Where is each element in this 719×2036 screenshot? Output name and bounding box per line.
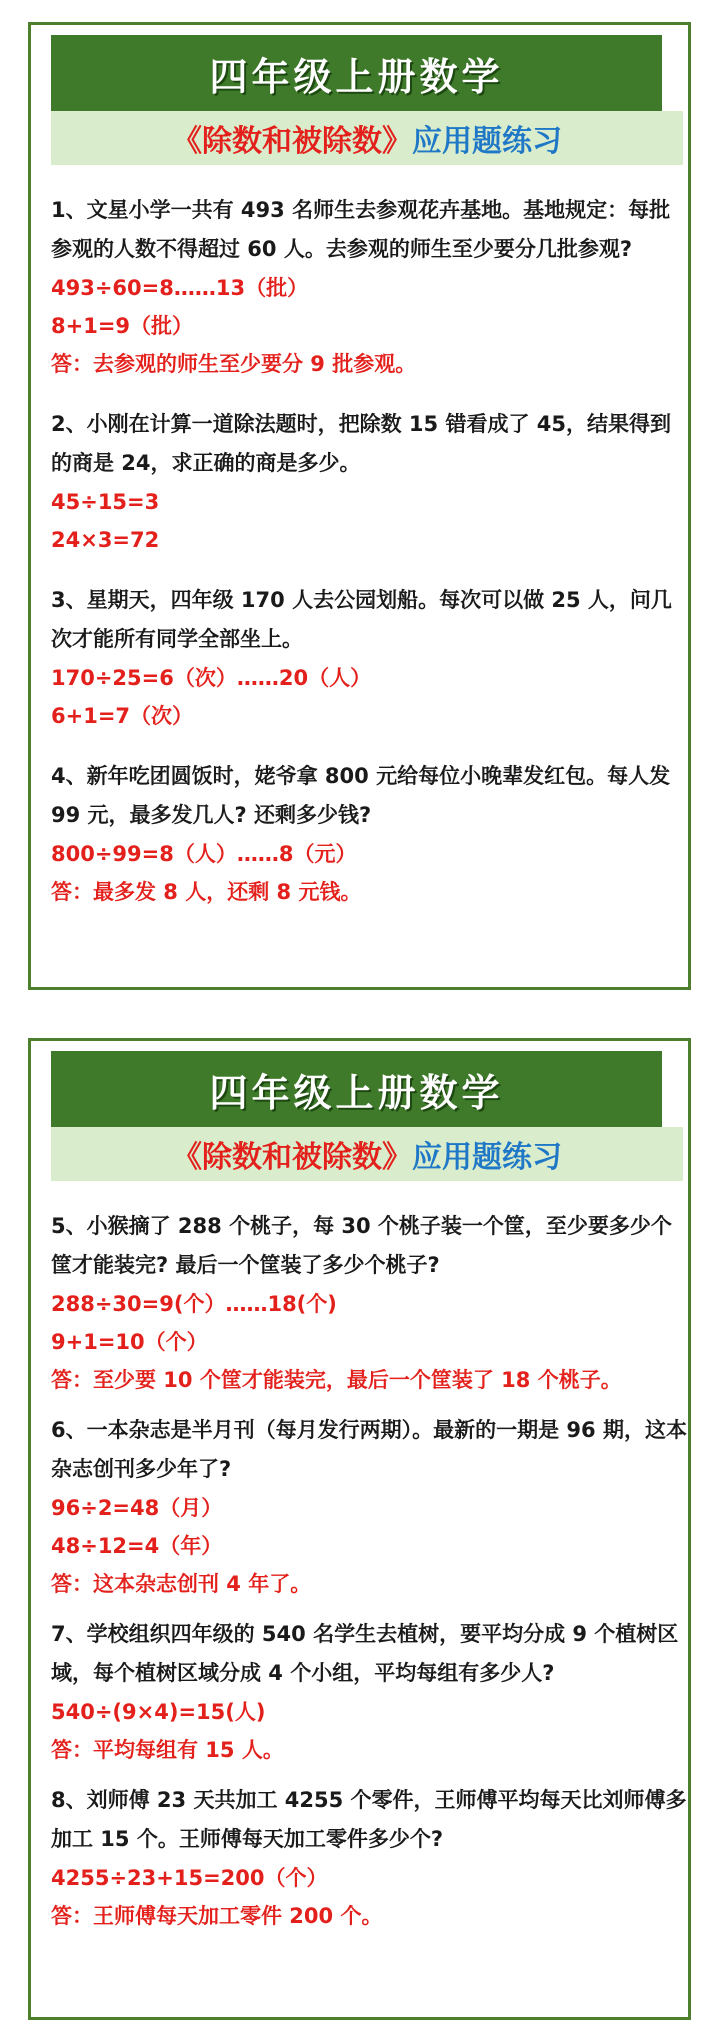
problem-7 bbox=[51, 1615, 691, 1769]
card-subtitle bbox=[51, 1127, 683, 1181]
problem-8 bbox=[51, 1781, 691, 1935]
problem-1 bbox=[51, 191, 691, 383]
problem-question: 1、文星小学一共有 493 名师生去参观花卉基地。基地规定：每批参观的人数不得超过 60 人。去参观的师生至少要分几批参观? bbox=[51, 198, 671, 261]
answer-line: 24×3=72 bbox=[51, 528, 160, 552]
card-title: 四年级上册数学 bbox=[51, 1051, 662, 1127]
problem-question: 3、星期天，四年级 170 人去公园划船。每次可以做 25 人，问几次才能所有同学全部坐上。 bbox=[51, 588, 672, 651]
problem-5 bbox=[51, 1207, 691, 1399]
answer-line: 45÷15=3 bbox=[51, 490, 160, 514]
problem-question: 7、学校组织四年级的 540 名学生去植树，要平均分成 9 个植树区域，每个植树区域分成 4 个小组，平均每组有多少人? bbox=[51, 1622, 679, 1685]
answer-line: 800÷99=8（人）……8（元） bbox=[51, 842, 357, 866]
answer-line: 96÷2=48（月） bbox=[51, 1496, 223, 1520]
problem-6 bbox=[51, 1411, 691, 1603]
problem-question: 2、小刚在计算一道除法题时，把除数 15 错看成了 45，结果得到的商是 24，求正确的商是多少。 bbox=[51, 412, 671, 475]
subtitle-topic: 《除数和被除数》 bbox=[172, 1140, 412, 1175]
answer-line: 答：王师傅每天加工零件 200 个。 bbox=[51, 1904, 383, 1928]
answer-line: 493÷60=8……13（批） bbox=[51, 276, 309, 300]
problem-3 bbox=[51, 581, 691, 735]
answer-line: 4255÷23+15=200（个） bbox=[51, 1866, 328, 1890]
answer-line: 48÷12=4（年） bbox=[51, 1534, 223, 1558]
problem-question: 8、刘师傅 23 天共加工 4255 个零件，王师傅平均每天比刘师傅多加工 15 个。王师傅每天加工零件多少个? bbox=[51, 1788, 687, 1851]
card-subtitle bbox=[51, 111, 683, 165]
answer-line: 答：平均每组有 15 人。 bbox=[51, 1738, 284, 1762]
answer-line: 答：最多发 8 人，还剩 8 元钱。 bbox=[51, 880, 362, 904]
answer-line: 170÷25=6（次）……20（人） bbox=[51, 666, 372, 690]
problem-list bbox=[51, 1207, 691, 1935]
answer-line: 8+1=9（批） bbox=[51, 314, 194, 338]
problem-question: 5、小猴摘了 288 个桃子，每 30 个桃子装一个筐，至少要多少个筐才能装完? 最后一个筐装了多少个桃子? bbox=[51, 1214, 672, 1277]
problem-question: 4、新年吃团圆饭时，姥爷拿 800 元给每位小晚辈发红包。每人发 99 元，最多发几人? 还剩多少钱? bbox=[51, 764, 671, 827]
subtitle-type: 应用题练习 bbox=[412, 124, 562, 159]
answer-line: 答：至少要 10 个筐才能装完，最后一个筐装了 18 个桃子。 bbox=[51, 1368, 622, 1392]
answer-line: 540÷(9×4)=15(人) bbox=[51, 1700, 266, 1724]
problem-list bbox=[51, 191, 691, 911]
answer-line: 288÷30=9(个）……18(个) bbox=[51, 1292, 337, 1316]
answer-line: 答：去参观的师生至少要分 9 批参观。 bbox=[51, 352, 417, 376]
problem-4 bbox=[51, 757, 691, 911]
subtitle-topic: 《除数和被除数》 bbox=[172, 124, 412, 159]
worksheet-card-2 bbox=[28, 1038, 691, 2020]
subtitle-type: 应用题练习 bbox=[412, 1140, 562, 1175]
problem-2 bbox=[51, 405, 691, 559]
answer-line: 9+1=10（个） bbox=[51, 1330, 208, 1354]
answer-line: 6+1=7（次） bbox=[51, 704, 194, 728]
problem-question: 6、一本杂志是半月刊（每月发行两期）。最新的一期是 96 期，这本杂志创刊多少年了? bbox=[51, 1418, 687, 1481]
answer-line: 答：这本杂志创刊 4 年了。 bbox=[51, 1572, 312, 1596]
worksheet-card-1 bbox=[28, 22, 691, 990]
card-title: 四年级上册数学 bbox=[51, 35, 662, 111]
